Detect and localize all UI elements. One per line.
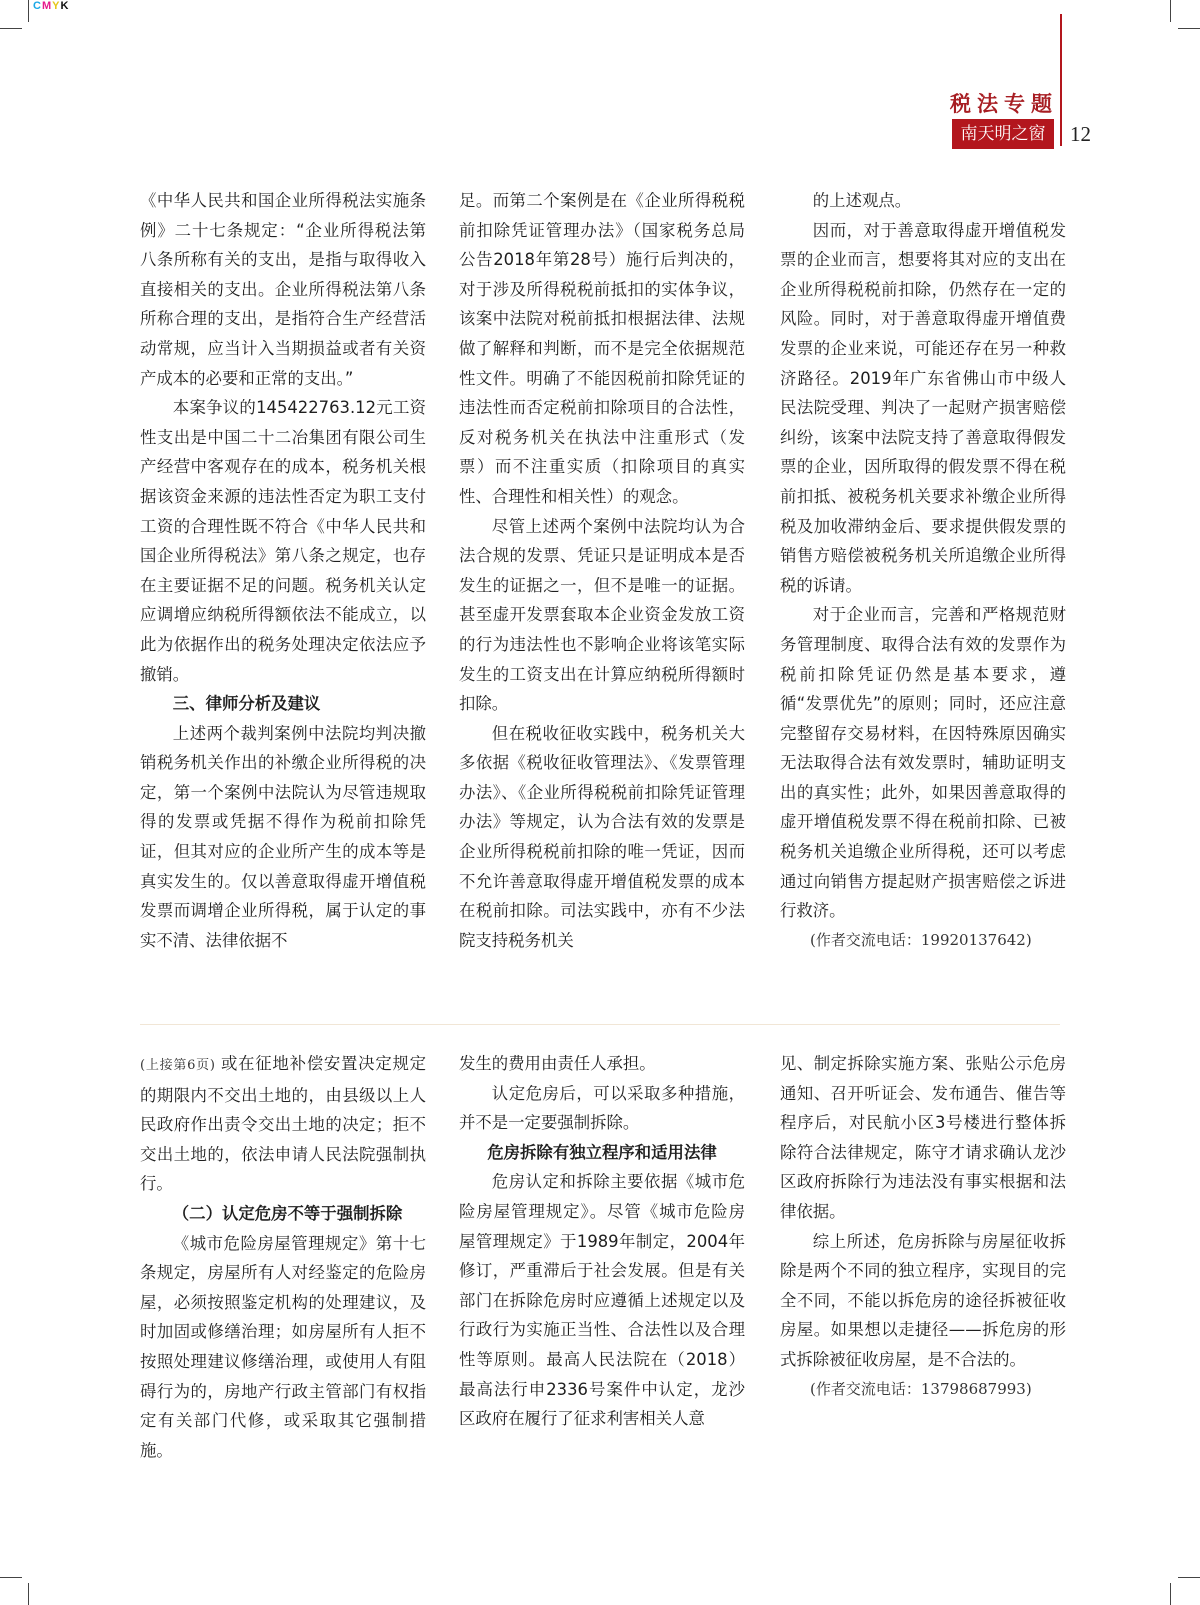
paragraph: 发生的费用由责任人承担。 (459, 1054, 656, 1073)
paragraph: 《城市危险房屋管理规定》第十七条规定，房屋所有人对经鉴定的危险房屋，必须按照鉴定机构的处理建议，及时加固或修缮治理；如房屋所有人拒不按照处理建议修缮治理，或使用人有阻碍行为的，房地产行政主管部门有权指定有关部门代修，或采取其它强制措施。 (140, 1233, 426, 1460)
cmyk-c: C (33, 0, 42, 12)
crop-mark (1170, 1583, 1171, 1605)
paragraph: 的上述观点。 (812, 191, 912, 210)
cmyk-k: K (60, 0, 70, 12)
paragraph: 本案争议的145422763.12元工资性支出是中国二十二冶集团有限公司生产经营中客观存在的成本，税务机关根据该资金来源的违法性否定为职工支付工资的合理性既不符合《中华人民共和国企业所得税法》第八条之规定，也存在主要证据不足的问题。税务机关认定应调增应纳税所得额依法不能成立，以此为依据作出的税务处理决定依法应予撤销。 (140, 398, 426, 684)
section-heading: 危房拆除有独立程序和适用法律 (487, 1142, 717, 1162)
crop-mark (1170, 0, 1171, 22)
article1-column-3 (780, 186, 1066, 955)
crop-mark (0, 1577, 22, 1578)
paragraph: 足。而第二个案例是在《企业所得税税前扣除凭证管理办法》（国家税务总局公告2018年第28号）施行后判决的，对于涉及所得税税前抵扣的实体争议，该案中法院对税前抵扣根据法律、法规做了解释和判断，而不是完全依据规范性文件。明确了不能因税前扣除凭证的违法性而否定税前扣除项目的合法性，反对税务机关在执法中注重形式（发票）而不注重实质（扣除项目的真实性、合理性和相关性）的观念。 (459, 191, 745, 506)
section-heading: （二）认定危房不等于强制拆除 (172, 1203, 403, 1223)
paragraph: 认定危房后，可以采取多种措施，并不是一定要强制拆除。 (459, 1083, 745, 1133)
section-heading: 三、律师分析及建议 (172, 694, 321, 714)
cmyk-color-bar (33, 0, 69, 12)
paragraph: 对于企业而言，完善和严格规范财务管理制度、取得合法有效的发票作为税前扣除凭证仍然是基本要求，遵循“发票优先”的原则；同时，还应注意完整留存交易材料，在因特殊原因确实无法取得合法有效发票时，辅助证明支出的真实性；此外，如果因善意取得的虚开增值税发票不得在税前扣除、已被税务机关追缴企业所得税，还可以考虑通过向销售方提起财产损害赔偿之诉进行救济。 (780, 605, 1066, 921)
header-rule (1060, 14, 1062, 146)
paragraph: 见、制定拆除实施方案、张贴公示危房通知、召开听证会、发布通告、催告等程序后，对民航小区3号楼进行整体拆除符合法律规定，陈守才请求确认龙沙区政府拆除行为违法没有事实根据和法律依据。 (780, 1054, 1066, 1221)
crop-mark (1178, 28, 1200, 29)
paragraph: 但在税收征收实践中，税务机关大多依据《税收征收管理法》、《发票管理办法》、《企业所得税税前扣除凭证管理办法》等规定，认为合法有效的发票是企业所得税税前扣除的唯一凭证，因而不允许善意取得虚开增值税发票的成本在税前扣除。司法实践中，亦有不少法院支持税务机关 (459, 723, 745, 950)
column-name-badge: 南天明之窗 (952, 119, 1054, 149)
crop-mark (28, 1583, 29, 1605)
paragraph-text: 或在征地补偿安置决定规定的期限内不交出土地的，由县级以上人民政府作出责令交出土地的决定；拒不交出土地的，依法申请人民法院强制执行。 (140, 1054, 427, 1194)
cmyk-y: Y (52, 0, 61, 12)
article2-column-1 (140, 1049, 426, 1465)
paragraph: 《中华人民共和国企业所得税法实施条例》二十七条规定：“企业所得税法第八条所称有关的支出，是指与取得收入直接相关的支出。企业所得税法第八条所称合理的支出，是指符合生产经营活动常规，应当计入当期损益或者有关资产成本的必要和正常的支出。” (140, 191, 426, 388)
cmyk-m: M (41, 0, 53, 12)
paragraph: 综上所述，危房拆除与房屋征收拆除是两个不同的独立程序，实现目的完全不同，不能以拆危房的途径拆被征收房屋。如果想以走捷径——拆危房的形式拆除被征收房屋，是不合法的。 (780, 1231, 1066, 1369)
crop-mark (28, 0, 29, 22)
section-title: 税法专题 (950, 92, 1058, 116)
paragraph: 危房认定和拆除主要依据《城市危险房屋管理规定》。尽管《城市危险房屋管理规定》于1989年制定，2004年修订，严重滞后于社会发展。但是有关部门在拆除危房时应遵循上述规定以及行政行为实施正当性、合法性以及合理性等原则。最高人民法院在（2018）最高法行申2336号案件中认定，龙沙区政府在履行了征求利害相关人意 (459, 1172, 745, 1429)
author-contact: (作者交流电话：19920137642) (810, 930, 1032, 949)
crop-mark (1178, 1577, 1200, 1578)
paragraph (140, 1049, 426, 1199)
crop-mark (0, 28, 22, 29)
article2-column-2 (459, 1049, 745, 1434)
author-contact: (作者交流电话：13798687993) (810, 1379, 1032, 1398)
paragraph: 尽管上述两个案例中法院均认为合法合规的发票、凭证只是证明成本是否发生的证据之一，但不是唯一的证据。甚至虚开发票套取本企业资金发放工资的行为违法性也不影响企业将该笔实际发生的工资支出在计算应纳税所得额时扣除。 (459, 516, 745, 714)
paragraph: 因而，对于善意取得虚开增值税发票的企业而言，想要将其对应的支出在企业所得税税前扣除，仍然存在一定的风险。同时，对于善意取得虚开增值费发票的企业来说，可能还存在另一种救济路径。2019年广东省佛山市中级人民法院受理、判决了一起财产损害赔偿纠纷，该案中法院支持了善意取得假发票的企业，因所取得的假发票不得在税前扣抵、被税务机关要求补缴企业所得税及加收滞纳金后、要求提供假发票的销售方赔偿被税务机关所追缴企业所得税的诉请。 (780, 220, 1066, 595)
article1-column-2 (459, 186, 745, 955)
article2-column-3 (780, 1049, 1066, 1404)
paragraph: 上述两个裁判案例中法院均判决撤销税务机关作出的补缴企业所得税的决定，第一个案例中法院认为尽管违规取得的发票或凭据不得作为税前扣除凭证，但其对应的企业所产生的成本等是真实发生的。仅以善意取得虚开增值税发票而调增企业所得税，属于认定的事实不清、法律依据不 (140, 723, 426, 950)
article-divider (140, 1024, 1060, 1025)
continued-note: (上接第6页) (140, 1058, 215, 1073)
article1-column-1 (140, 186, 426, 955)
page-number: 12 (1070, 122, 1091, 146)
